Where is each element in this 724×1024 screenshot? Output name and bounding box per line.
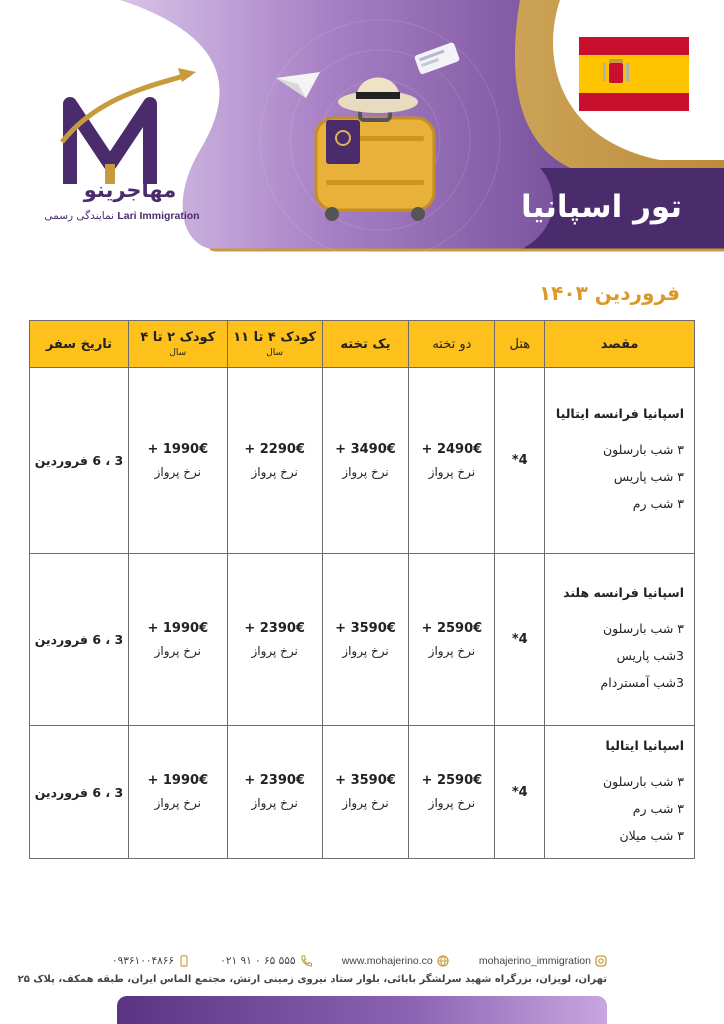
table-header-row — [30, 321, 695, 368]
destination-title: اسپانیا فرانسه ایتالیا — [555, 406, 684, 421]
passport-icon — [326, 120, 360, 164]
footer-bar — [117, 996, 607, 1024]
night-item: 3شب آمستردام — [600, 675, 684, 690]
price-child-2-4 — [128, 368, 227, 554]
phone-number: ۰۲۱ ۹۱ ۰ ۶۵ ۵۵۵ — [220, 955, 296, 967]
destination-title: اسپانیا ایتالیا — [605, 737, 684, 753]
destination-cell — [545, 726, 695, 859]
phone-contact[interactable] — [220, 955, 311, 967]
brand-subtitle-en: Lari Immigration — [117, 210, 200, 222]
header-child-4-11 — [227, 321, 322, 368]
header-double: دو تخته — [409, 321, 495, 368]
price-double — [409, 368, 495, 554]
price-amount: 3590€ + — [335, 773, 396, 788]
tour-price-table — [29, 320, 695, 859]
header-date: تاریخ سفر — [30, 321, 129, 368]
price-note: نرخ پرواز — [428, 796, 476, 810]
website-contact[interactable] — [342, 955, 449, 967]
logo-m-mark — [62, 68, 196, 184]
price-note: نرخ پرواز — [251, 643, 298, 658]
hotel-rating: 4* — [495, 726, 545, 859]
price-amount: 3490€ + — [335, 441, 396, 457]
travel-date: 3 ، 6 فروردین — [30, 368, 129, 554]
header-hotel: هتل — [495, 321, 545, 368]
night-item: ۳ شب بارسلون — [603, 621, 684, 636]
price-amount: 2290€ + — [244, 441, 305, 457]
destination-cell — [545, 368, 695, 554]
spain-flag-icon — [579, 37, 689, 111]
table-row — [30, 368, 695, 554]
globe-icon — [437, 955, 449, 967]
header-single: یک تخته — [322, 321, 409, 368]
price-amount: 2490€ + — [421, 441, 483, 457]
price-amount: 2590€ + — [421, 620, 483, 636]
price-amount: 1990€ + — [147, 773, 209, 788]
hat-icon — [338, 78, 418, 114]
brand-subtitle — [22, 210, 222, 222]
header-child-2-4-label: کودک ۲ تا ۴ — [140, 330, 216, 345]
price-single — [322, 368, 409, 554]
price-note: نرخ پرواز — [154, 796, 201, 810]
night-item: ۳ شب پاریس — [613, 469, 684, 484]
header-child-4-11-unit: سال — [266, 348, 284, 358]
price-child-4-11 — [227, 554, 322, 726]
price-single — [322, 554, 409, 726]
price-note: نرخ پرواز — [154, 464, 201, 479]
price-single — [322, 726, 409, 859]
destination-title: اسپانیا فرانسه هلند — [563, 585, 684, 600]
night-item: ۳ شب بارسلون — [603, 773, 684, 789]
footer-contacts — [112, 951, 607, 971]
brand-name: مهاجرینو — [83, 178, 177, 202]
price-note: نرخ پرواز — [251, 464, 298, 479]
tour-title: تور اسپانیا — [520, 189, 682, 225]
header-banner — [0, 0, 724, 262]
price-note: نرخ پرواز — [342, 796, 389, 810]
header-child-4-11-label: کودک ۴ تا ۱۱ — [233, 330, 317, 345]
brand-logo — [40, 64, 210, 234]
price-amount: 3590€ + — [335, 620, 396, 636]
instagram-contact[interactable] — [479, 955, 607, 967]
mobile-number: ۰۹۳۶۱۰۰۴۸۶۶ — [112, 955, 175, 967]
suitcase-illustration — [268, 40, 468, 230]
hotel-rating: 4* — [495, 368, 545, 554]
paper-plane-icon — [276, 72, 320, 98]
plane-icon — [178, 68, 196, 82]
header-destination: مقصد — [545, 321, 695, 368]
price-amount: 2590€ + — [421, 773, 483, 788]
night-item: ۳ شب رم — [632, 496, 684, 511]
price-child-2-4 — [128, 554, 227, 726]
price-amount: 1990€ + — [147, 620, 209, 636]
price-amount: 2390€ + — [244, 773, 305, 788]
instagram-icon — [595, 955, 607, 967]
travel-date: 3 ، 6 فروردین — [30, 554, 129, 726]
table-row — [30, 554, 695, 726]
header-child-2-4-unit: سال — [169, 348, 187, 358]
table-row — [30, 726, 695, 859]
price-child-4-11 — [227, 726, 322, 859]
price-amount: 1990€ + — [147, 441, 209, 457]
brand-subtitle-fa: نمایندگی رسمی — [44, 210, 114, 222]
price-child-2-4 — [128, 726, 227, 859]
travel-date: 3 ، 6 فروردین — [30, 726, 129, 859]
price-note: نرخ پرواز — [342, 464, 389, 479]
price-note: نرخ پرواز — [428, 643, 476, 658]
ticket-icon — [414, 42, 460, 75]
month-heading: فروردین ۱۴۰۳ — [538, 281, 680, 305]
address: تهران، لویزان، بزرگراه شهید سرلشگر بابائی، بلوار ستاد نیروی زمینی ارتش، مجتمع الماس ایران، طبقه همکف، پلاک ۲۵ — [17, 974, 607, 985]
price-note: نرخ پرواز — [251, 796, 298, 810]
mobile-contact[interactable] — [112, 955, 190, 967]
price-child-4-11 — [227, 368, 322, 554]
mobile-icon — [178, 955, 190, 967]
destination-cell — [545, 554, 695, 726]
price-amount: 2390€ + — [244, 620, 305, 636]
price-double — [409, 554, 495, 726]
price-note: نرخ پرواز — [154, 643, 201, 658]
header-child-2-4 — [128, 321, 227, 368]
phone-icon — [300, 955, 312, 967]
website-url: www.mohajerino.co — [341, 955, 433, 967]
night-item: ۳ شب رم — [632, 800, 684, 816]
hotel-rating: 4* — [495, 554, 545, 726]
price-note: نرخ پرواز — [342, 643, 389, 658]
night-item: ۳ شب بارسلون — [603, 442, 684, 457]
night-item: ۳ شب میلان — [619, 827, 684, 843]
price-note: نرخ پرواز — [428, 464, 476, 479]
night-item: 3شب پاریس — [616, 648, 684, 663]
price-double — [409, 726, 495, 859]
instagram-handle: mohajerino_immigration — [478, 955, 591, 967]
